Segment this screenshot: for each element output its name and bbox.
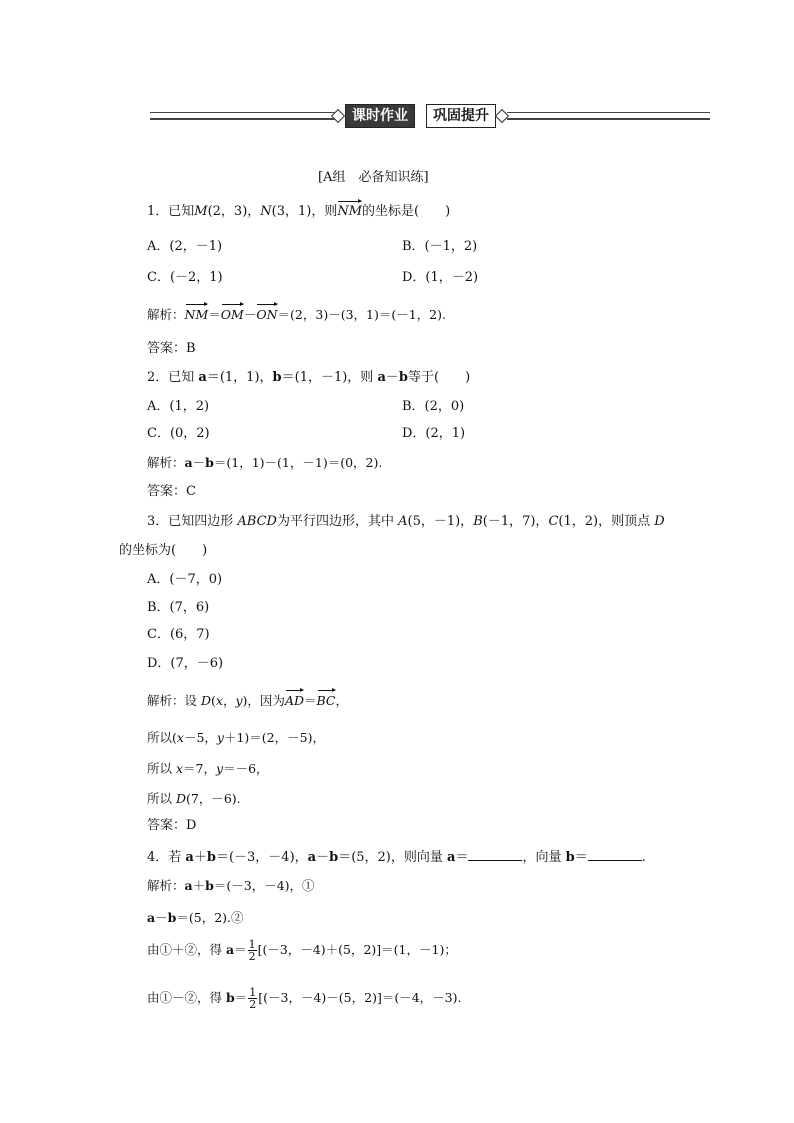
q2-option-d: D．(2，1) [402,426,466,441]
banner-rule-right [507,112,710,120]
q1-option-a: A．(2，－1) [147,239,223,254]
q3-option-a: A．(－7，0) [147,572,223,587]
q3-solution-line4: 所以 D(7，－6). [147,791,241,806]
q2-option-c: C．(0，2) [147,426,210,441]
q4-stem: 4．若 a＋b＝(－3，－4)，a－b＝(5，2)，则向量 a＝ ，向量 b＝ . [147,850,646,865]
q3-solution-line1: 解析：设 D(x，y)，因为AD＝BC， [147,693,349,708]
fraction-one-half: $\frac{1}{2}$ [248,938,256,963]
banner-rule-left [150,112,338,120]
q2-stem: 2．已知 a＝(1，1)，b＝(1，－1)，则 a－b等于( ) [147,370,471,385]
q4-solution-line2: a－b＝(5，2).② [147,910,244,925]
q4-solution-line1: 解析：a＋b＝(－3，－4)，① [147,878,315,893]
q4-solution-line3: 由①＋②，得 a＝ $\frac{1}{2}$ [(－3，－4)＋(5，2)]＝(1，－1)； [147,938,457,963]
q1-solution: 解析：NM＝OM－ON＝(2，3)－(3，1)＝(－1，2). [147,307,446,322]
q2-option-a: A．(1，2) [147,399,210,414]
group-heading: [A组 必备知识练] [318,170,429,185]
q2-answer: 答案：C [147,484,196,499]
q3-solution-line2: 所以(x－5，y＋1)＝(2，－5)， [147,730,325,745]
fraction-one-half: $\frac{1}{2}$ [249,986,257,1011]
answer-blank-a[interactable] [468,848,522,861]
q2-solution: 解析：a－b＝(1，1)－(1，－1)＝(0，2). [147,455,383,470]
q3-solution-line3: 所以 x＝7，y＝－6， [147,761,269,776]
q1-stem: 1．已知M(2，3)，N(3，1)，则NM的坐标是( ) [147,204,451,219]
vector-nm: NM [337,204,363,219]
q3-option-d: D．(7，－6) [147,656,224,671]
q1-option-b: B．(－1，2) [402,239,478,254]
q1-answer: 答案：B [147,341,196,356]
answer-blank-b[interactable] [588,848,642,861]
banner-title-left: 课时作业 [345,104,415,128]
q3-option-c: C．(6，7) [147,627,210,642]
q3-option-b: B．(7，6) [147,600,210,615]
q3-stem-line2: 的坐标为( ) [119,543,208,558]
q2-option-b: B．(2，0) [402,399,465,414]
section-banner [150,104,710,126]
q1-option-d: D．(1，－2) [402,270,479,285]
banner-title-right: 巩固提升 [426,104,496,128]
q3-stem-line1: 3．已知四边形 ABCD为平行四边形，其中 A(5，－1)，B(－1，7)，C(1，2)，则顶点 D [147,514,665,529]
q1-option-c: C．(－2，1) [147,270,223,285]
q3-answer: 答案：D [147,818,197,833]
q4-solution-line4: 由①－②，得 b＝ $\frac{1}{2}$ [(－3，－4)－(5，2)]＝(－4，－3). [147,986,462,1011]
